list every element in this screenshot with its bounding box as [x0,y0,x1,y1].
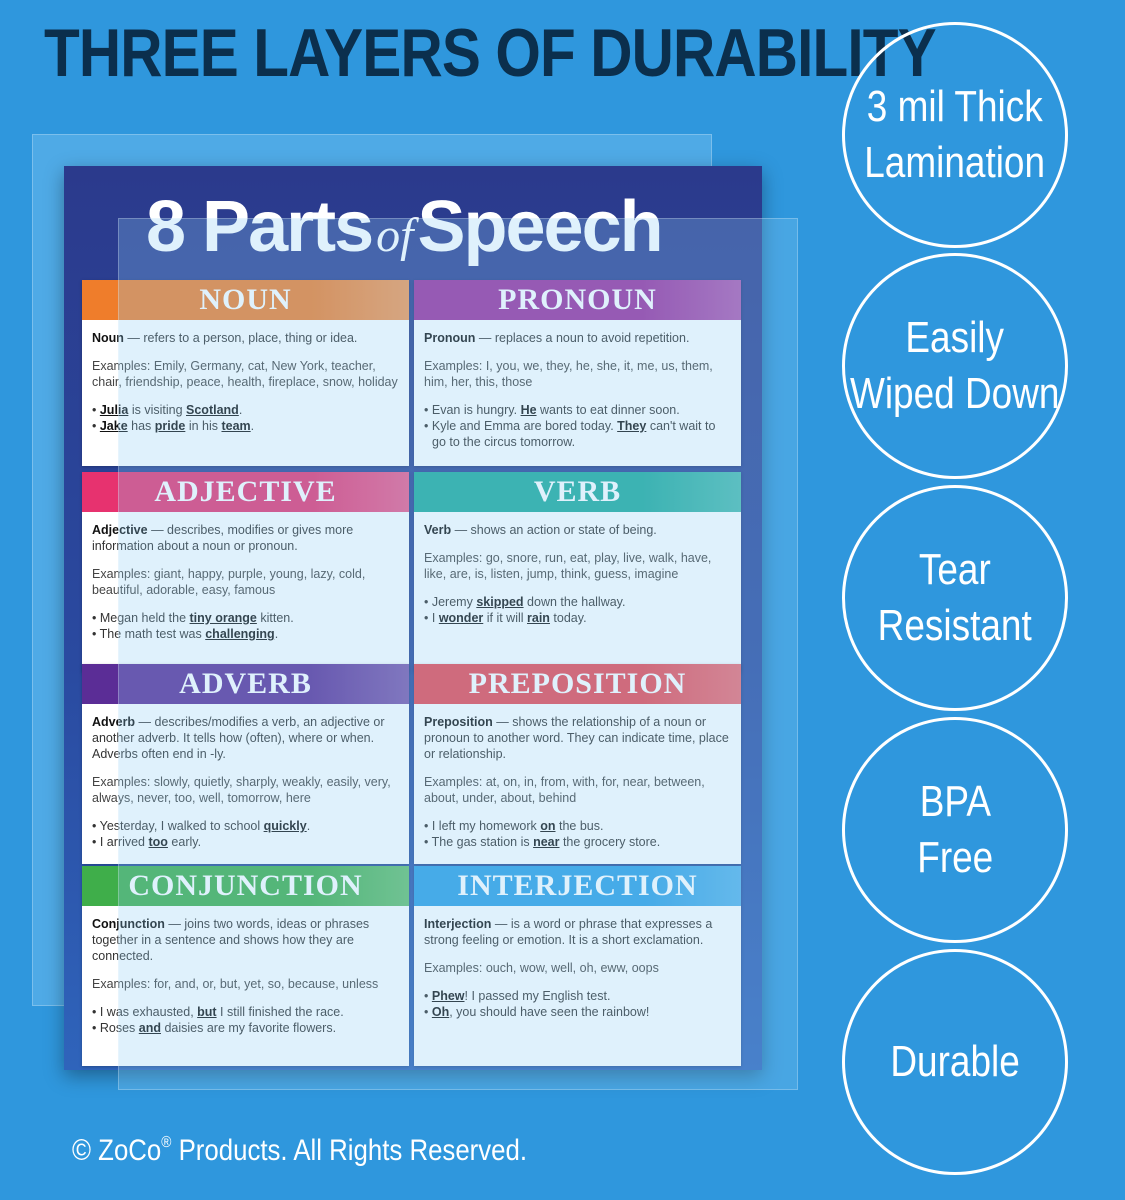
highlighted-word: on [540,819,556,833]
footer-rest: Products. All Rights Reserved. [171,1134,528,1167]
card-definition-text: — joins two words, ideas or phrases together in a sentence and shows how they are connected. [92,917,370,963]
sentence-text: can't wait to go to the circus tomorrow. [432,419,716,449]
card-term: Conjunction [92,917,165,931]
sentence-text: down the hallway. [523,595,626,609]
highlighted-word: but [197,1005,217,1019]
card-definition-text: — shows the relationship of a noun or pronoun to another word. They can indicate time, place or relationship. [424,715,729,761]
sentence-text: ! I passed my English test. [464,989,611,1003]
poster-title-of: of [376,209,414,262]
highlighted-word: Oh [431,1005,450,1019]
highlighted-word: Jake [99,419,128,433]
badge-line1: Durable [890,1037,1020,1086]
card-header: ADJECTIVE [82,472,409,512]
sentence-text: early. [167,835,202,849]
card-term: Preposition [424,715,493,729]
badge-line1: BPA [919,777,991,826]
highlighted-word: Julia [99,403,129,417]
sentence-text: I was exhausted, [99,1005,198,1019]
card-term: Adjective [92,523,148,537]
highlighted-word: quickly [263,819,307,833]
card-header: PRONOUN [414,280,741,320]
card-header: ADVERB [82,664,409,704]
card-header: PREPOSITION [414,664,741,704]
poster-title-part2: Speech [417,187,662,267]
sentence-text: today. [549,611,587,625]
headline: THREE LAYERS OF DURABILITY [44,15,936,91]
sentence-text: I [431,611,439,625]
highlighted-word: skipped [476,595,524,609]
badge-line1: Easily [905,313,1005,362]
feature-badge [842,22,1068,248]
feature-badge [842,253,1068,479]
badge-line2: Lamination [864,138,1046,187]
sentence-text: Jeremy [431,595,477,609]
card-term: Interjection [424,917,492,931]
highlighted-word: They [617,419,647,433]
highlighted-word: He [520,403,537,417]
highlighted-word: tiny orange [189,611,257,625]
card-examples: Examples: at, on, in, from, with, for, near, between, about, under, about, behind [424,775,705,805]
card-examples: Examples: giant, happy, purple, young, lazy, cold, beautiful, adorable, easy, famous [92,567,366,597]
footer-copyright [72,1134,527,1168]
footer-reg: ® [161,1134,172,1151]
sentence-text: I left my homework [431,819,541,833]
card-examples: Examples: I, you, we, they, he, she, it, me, us, them, him, her, this, those [424,359,713,389]
sentence-text: The math test was [99,627,206,641]
sentence-text: is visiting [128,403,187,417]
sentence-text: . [238,403,243,417]
badge-line2: Free [916,833,993,882]
card-definition-text: — describes/modifies a verb, an adjective or another adverb. It tells how (often), where or when. Adverbs often end in -ly. [92,715,385,761]
sentence-text: if it will [483,611,528,625]
sentence-text: . [306,819,311,833]
sentence-text: daisies are my favorite flowers. [161,1021,337,1035]
badge-line1: 3 mil Thick [867,82,1043,131]
sentence-text: Megan held the [99,611,190,625]
sentence-text: The gas station is [431,835,534,849]
badge-line1: Tear [919,545,991,594]
card-definition-text: — refers to a person, place, thing or idea. [123,331,358,345]
badge-line2: Wiped Down [850,369,1060,418]
feature-badge [842,949,1068,1175]
highlighted-word: Scotland [186,403,239,417]
feature-badge [842,717,1068,943]
card-definition-text: — describes, modifies or gives more information about a noun or pronoun. [92,523,354,553]
highlighted-word: wonder [438,611,484,625]
highlighted-word: too [148,835,168,849]
card-term: Verb [424,523,452,537]
highlighted-word: rain [527,611,550,625]
sentence-text: Yesterday, I walked to school [99,819,264,833]
card-term: Noun [92,331,124,345]
card-examples: Examples: ouch, wow, well, oh, eww, oops [424,961,659,975]
sentence-text: I arrived [99,835,149,849]
card-term: Pronoun [424,331,476,345]
sentence-text: Kyle and Emma are bored today. [431,419,618,433]
sentence-text: has [127,419,155,433]
card-examples: Examples: for, and, or, but, yet, so, because, unless [92,977,379,991]
sentence-text: in his [185,419,222,433]
highlighted-word: and [138,1021,161,1035]
feature-badge [842,485,1068,711]
card-examples: Examples: go, snore, run, eat, play, live, walk, have, like, are, is, listen, jump, think, guess, imagine [424,551,712,581]
card-examples: Examples: Emily, Germany, cat, New York, teacher, chair, friendship, peace, health, fireplace, snow, holiday [92,359,398,389]
sentence-text: , you should have seen the rainbow! [449,1005,650,1019]
card-examples: Examples: slowly, quietly, sharply, weakly, easily, very, always, never, too, well, tomorrow, here [92,775,391,805]
poster-title-part1: 8 Parts [146,187,373,267]
card-header: VERB [414,472,741,512]
card-header: CONJUNCTION [82,866,409,906]
sentence-text: . [250,419,255,433]
card-header: NOUN [82,280,409,320]
highlighted-word: pride [154,419,186,433]
sentence-text: kitten. [256,611,294,625]
footer-text: © ZoCo [72,1134,162,1167]
sentence-text: the grocery store. [559,835,661,849]
highlighted-word: near [533,835,560,849]
sentence-text: wants to eat dinner soon. [536,403,680,417]
highlighted-word: team [221,419,251,433]
sentence-text: Evan is hungry. [431,403,521,417]
card-definition-text: — replaces a noun to avoid repetition. [475,331,690,345]
highlighted-word: Phew [431,989,465,1003]
card-term: Adverb [92,715,136,729]
sentence-text: . [274,627,279,641]
card-definition-text: — shows an action or state of being. [451,523,657,537]
sentence-text: Roses [99,1021,139,1035]
card-definition-text: — is a word or phrase that expresses a strong feeling or emotion. It is a short exclamation. [424,917,713,947]
laminate-layer-front [118,218,798,1090]
sentence-text: the bus. [555,819,604,833]
card-header: INTERJECTION [414,866,741,906]
badge-line2: Resistant [877,601,1033,650]
highlighted-word: challenging [205,627,275,641]
sentence-text: I still finished the race. [216,1005,344,1019]
